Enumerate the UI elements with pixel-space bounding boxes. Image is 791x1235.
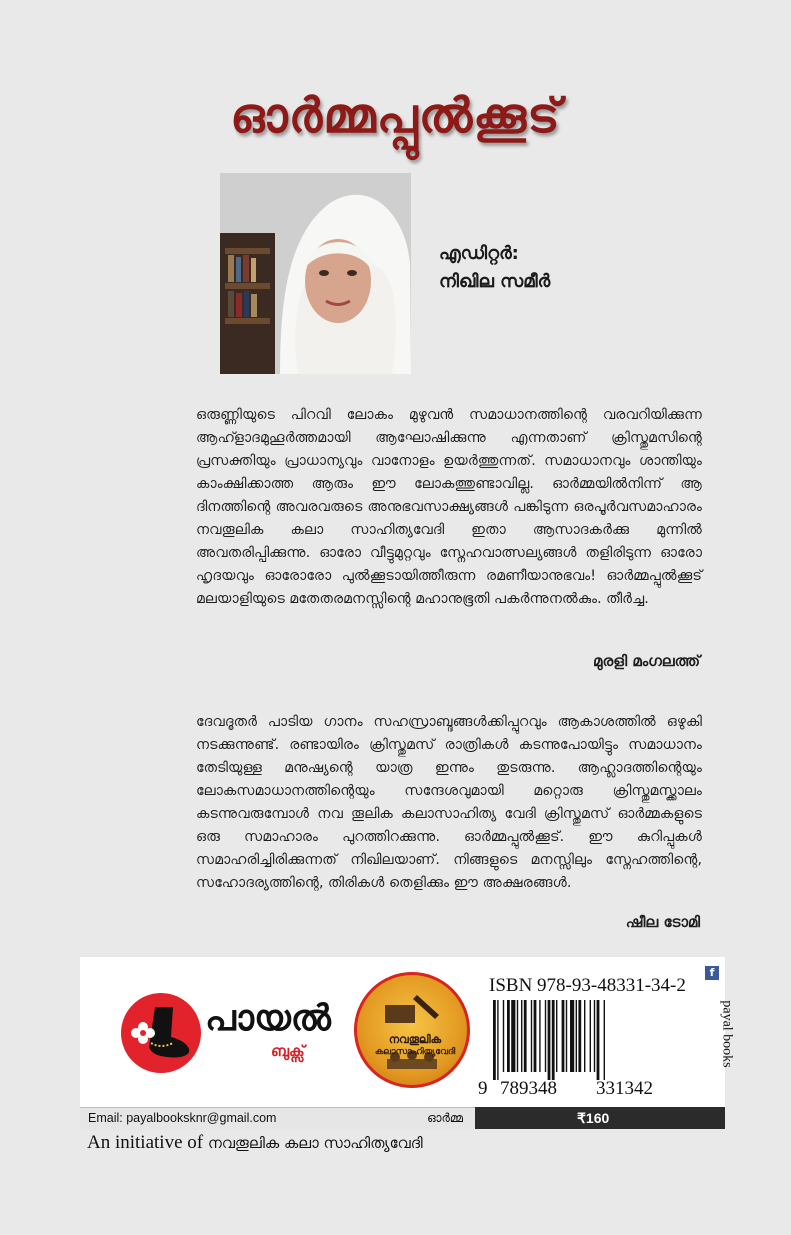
initiative-line (87, 1132, 423, 1154)
isbn-label: ISBN 978-93-48331-34-2 (489, 975, 686, 996)
partner-name-line1: നവതൂലിക (388, 1033, 442, 1046)
editor-label: എഡിറ്റർ: (439, 243, 519, 264)
blurb-text-1: ഒരുണ്ണിയുടെ പിറവി ലോകം മുഴുവൻ സമാധാനത്തിന്റെ വരവറിയിക്കുന്ന ആഹ്ളാദമുഹൂർത്തമായി ആഘോഷിക്കുന്നു എന്നതാണ് ക്രിസ്തുമസിന്റെ പ്രസക്തിയും പ്രാധാന്യവും വാനോളം ഉയർത്തുന്നത്. സമാധാനവും ശാന്തിയും കാംക്ഷിക്കാത്ത ആരും ഈ ലോകത്തുണ്ടാവില്ല. ഓർമ്മയിൽനിന്ന് ആ ദിനത്തിന്റെ അവരവരുടെ അനുഭവസാക്ഷ്യങ്ങൾ പങ്കിടുന്ന ഒരപൂർവസമാഹാരം നവതൂലിക കലാ സാഹിത്യവേദി ഇതാ ആസാദകർക്കു മുന്നിൽ അവതരിപ്പിക്കുന്നു. ഓരോ വീട്ടുമുറ്റവും സ്നേഹവാത്സല്യങ്ങൾ തളിരിടുന്ന ഓരോ ഹൃദയവും ഓരോരോ പുൽക്കൂടായിത്തീരുന്ന രമണീയാനുഭവം! ഓർമ്മപ്പുൽക്കൂട് മലയാളിയുടെ മതേതരമനസ്സിന്റെ മഹാനുഭൂതി പകർന്നുനൽകും. തീർച്ച. (196, 407, 702, 607)
facebook-icon: f (705, 966, 719, 980)
blurb-signature-2: ഷീല ടോമി (625, 913, 700, 931)
barcode-right-digits: 331342 (596, 1078, 653, 1099)
blurb-signature-1: മുരളി മംഗലത്ത് (593, 652, 700, 670)
initiative-prefix: An initiative of (87, 1132, 204, 1153)
publisher-subtitle: ബുക്സ് (271, 1042, 305, 1060)
book-title: ഓർമ്മപ്പുൽക്കൂട് (230, 88, 561, 144)
barcode-left-digits: 789348 (500, 1078, 557, 1099)
navatulika-logo (354, 972, 470, 1088)
payal-logo-icon (121, 993, 201, 1073)
editor-credit (439, 240, 550, 296)
editor-photo (220, 173, 411, 374)
partner-name-line2: കലാസാഹിത്യവേദി (374, 1047, 456, 1057)
facebook-handle: payal books (719, 1000, 735, 1068)
isbn-barcode (489, 1000, 689, 1080)
blurb-text-2: ദേവദൂതർ പാടിയ ഗാനം സഹസ്രാബ്ദങ്ങൾക്കിപ്പുറവും ആകാശത്തിൽ ഒഴുകി നടക്കുന്നുണ്ട്. രണ്ടായിരം ക്രിസ്തുമസ് രാത്രികൾ കടന്നുപോയിട്ടും സമാധാനം തേടിയുള്ള മനുഷ്യന്റെ യാത്ര ഇന്നും തുടരുന്നു. ആഹ്ലാദത്തിന്റെയും ലോകസമാധാനത്തിന്റെയും സന്ദേശവുമായി മറ്റൊരു ക്രിസ്തുമസ്ക്കാലം കടന്നുവരുമ്പോൾ നവ തൂലിക കലാസാഹിത്യ വേദി ക്രിസ്തുമസ് ഓർമ്മകളുടെ ഒരു സമാഹാരം പുറത്തിറക്കുന്നു. ഓർമ്മപ്പുൽക്കൂട്. ഈ കുറിപ്പുകൾ സമാഹരിച്ചിരിക്കുന്നത് നിഖിലയാണ്. നിങ്ങളുടെ മനസ്സിലും സ്നേഹത്തിന്റെ, സഹോദര്യത്തിന്റെ, തിരികൾ തെളിക്കും ഈ അക്ഷരങ്ങൾ. (196, 714, 702, 891)
barcode-first-digit: 9 (478, 1078, 488, 1099)
publisher-name: പായൽ (205, 998, 331, 1039)
publisher-email: Email: payalbooksknr@gmail.com (88, 1111, 277, 1125)
email-bar (80, 1107, 475, 1130)
initiative-org: നവതൂലിക കലാ സാഹിത്യവേദി (207, 1134, 423, 1152)
book-genre: ഓർമ്മ (427, 1111, 463, 1125)
editor-name: നിഖില സമീർ (439, 271, 551, 292)
book-price: ₹160 (577, 1110, 610, 1126)
